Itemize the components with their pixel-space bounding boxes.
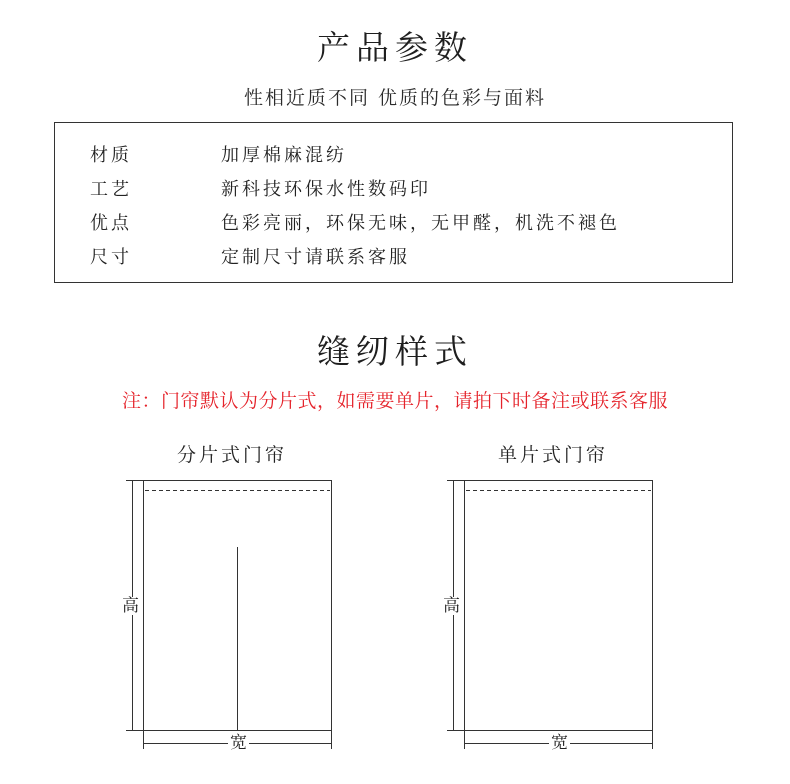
spec-key: 工艺 [90, 179, 132, 200]
split-height-label: 高 [122, 596, 139, 616]
split-curtain-diagram [126, 480, 332, 749]
spec-key: 优点 [90, 213, 132, 234]
spec-value: 定制尺寸请联系客服 [221, 247, 410, 268]
product-params-subtitle: 性相近质不同 优质的色彩与面料 [243, 87, 547, 109]
split-curtain-title: 分片式门帘 [176, 444, 287, 466]
single-height-label: 高 [443, 596, 460, 616]
spec-value: 新科技环保水性数码印 [221, 179, 431, 200]
sewing-style-title: 缝纫样式 [317, 332, 473, 371]
single-curtain-diagram [447, 480, 653, 749]
single-curtain-title: 单片式门帘 [497, 444, 608, 466]
spec-value: 色彩亮丽，环保无味，无甲醛，机洗不褪色 [221, 213, 620, 234]
spec-key: 材质 [90, 145, 132, 166]
product-params-title: 产品参数 [317, 28, 473, 67]
single-curtain-panel [465, 481, 653, 731]
sewing-note: 注：门帘默认为分片式，如需要单片，请拍下时备注或联系客服 [121, 390, 668, 412]
single-width-label: 宽 [551, 733, 568, 753]
split-width-label: 宽 [230, 733, 247, 753]
spec-value: 加厚棉麻混纺 [221, 145, 347, 166]
spec-key: 尺寸 [90, 247, 132, 268]
